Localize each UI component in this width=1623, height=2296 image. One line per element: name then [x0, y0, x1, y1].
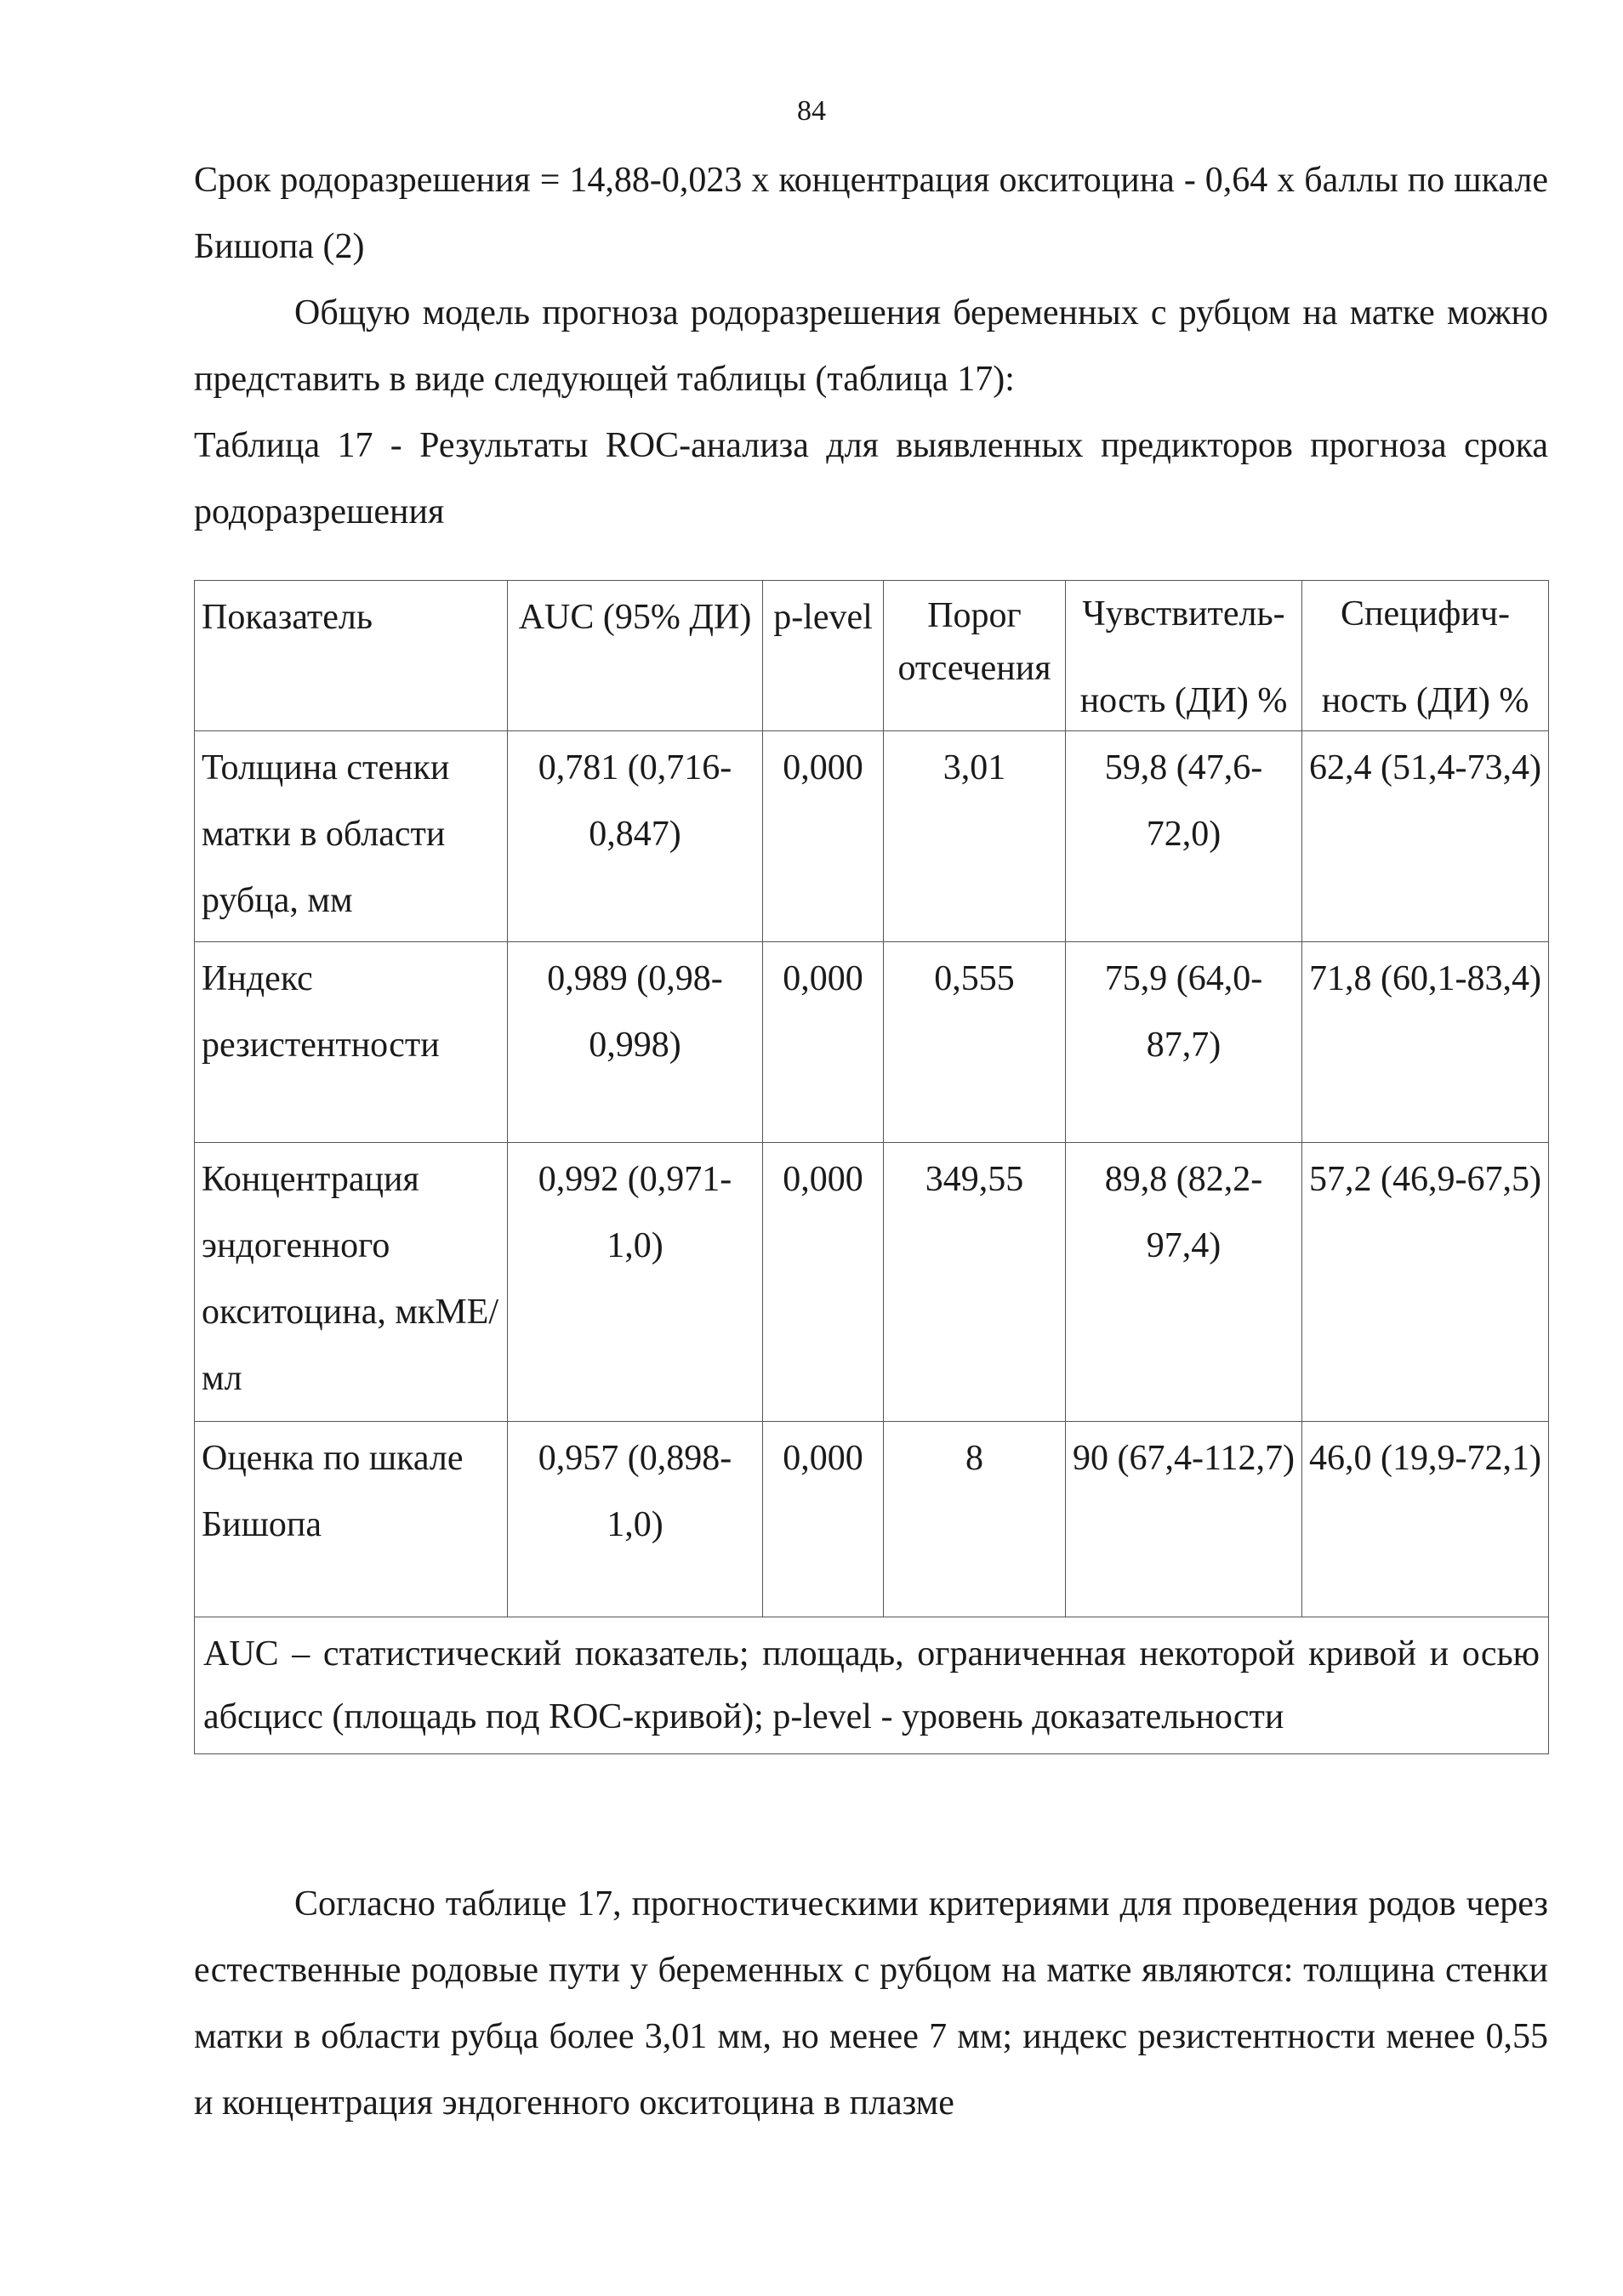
table-caption: Таблица 17 - Результаты ROC-анализа для выявленных предикторов прогноза срока родоразрешения [194, 426, 1548, 531]
table-row [195, 942, 1549, 1143]
cell-sensitivity: 59,8 (47,6-72,0) [1066, 731, 1302, 942]
header-specificity [1302, 581, 1549, 731]
table-row [195, 1143, 1549, 1422]
table-footnote: AUC – статистический показатель; площадь, ограниченная некоторой кривой и осью абсцисс (площадь под ROC-кривой); p-level - уровень доказательности [195, 1617, 1549, 1754]
page-number: 84 [797, 95, 826, 127]
table-row [195, 1422, 1549, 1617]
cell-indicator: Концентрация эндогенного окситоцина, мкМЕ/мл [195, 1143, 508, 1422]
cell-sensitivity: 89,8 (82,2-97,4) [1066, 1143, 1302, 1422]
cell-indicator: Индекс резистентности [195, 942, 508, 1143]
cell-specificity: 62,4 (51,4-73,4) [1302, 731, 1549, 942]
cell-indicator: Толщина стенки матки в области рубца, мм [195, 731, 508, 942]
table-row [195, 731, 1549, 942]
table-footnote-row [195, 1617, 1549, 1754]
header-specificity-line1: Специфич- [1341, 594, 1510, 634]
cell-plevel: 0,000 [763, 1143, 884, 1422]
conclusion-paragraph: Согласно таблице 17, прогностическими критериями для проведения родов через естественные родовые пути у беременных с рубцом на матке являются: толщина стенки матки в области рубца более 3,01 мм, но менее 7 мм; индекс резистентности менее 0,55 и концентрация эндогенного окситоцина в плазме [194, 1884, 1548, 2123]
model-paragraph: Общую модель прогноза родоразрешения беременных с рубцом на матке можно представить в виде следующей таблицы (таблица 17): [194, 293, 1548, 399]
cell-specificity: 71,8 (60,1-83,4) [1302, 942, 1549, 1143]
cell-specificity: 57,2 (46,9-67,5) [1302, 1143, 1549, 1422]
cell-auc: 0,781 (0,716-0,847) [508, 731, 763, 942]
header-sensitivity-line1: Чувствитель- [1082, 594, 1285, 634]
cell-auc: 0,957 (0,898-1,0) [508, 1422, 763, 1617]
roc-table-container [194, 580, 1548, 1754]
cell-threshold: 0,555 [884, 942, 1066, 1143]
cell-threshold: 349,55 [884, 1143, 1066, 1422]
cell-plevel: 0,000 [763, 731, 884, 942]
formula-paragraph: Срок родоразрешения = 14,88-0,023 х концентрация окситоцина - 0,64 х баллы по шкале Бишопа (2) [194, 161, 1548, 266]
table-header-row [195, 581, 1549, 731]
roc-table [194, 580, 1549, 1754]
cell-plevel: 0,000 [763, 1422, 884, 1617]
cell-auc: 0,992 (0,971-1,0) [508, 1143, 763, 1422]
cell-indicator: Оценка по шкале Бишопа [195, 1422, 508, 1617]
cell-sensitivity: 90 (67,4-112,7) [1066, 1422, 1302, 1617]
header-threshold: Порог отсечения [884, 581, 1066, 731]
header-auc: AUC (95% ДИ) [508, 581, 763, 731]
cell-specificity: 46,0 (19,9-72,1) [1302, 1422, 1549, 1617]
conclusion-section [194, 1871, 1548, 2136]
header-plevel: p-level [763, 581, 884, 731]
cell-plevel: 0,000 [763, 942, 884, 1143]
header-indicator: Показатель [195, 581, 508, 731]
header-sensitivity [1066, 581, 1302, 731]
header-specificity-line2: ность (ДИ) % [1321, 681, 1529, 720]
intro-section [194, 147, 1548, 545]
header-sensitivity-line2: ность (ДИ) % [1079, 681, 1288, 720]
cell-sensitivity: 75,9 (64,0-87,7) [1066, 942, 1302, 1143]
cell-threshold: 3,01 [884, 731, 1066, 942]
cell-auc: 0,989 (0,98-0,998) [508, 942, 763, 1143]
cell-threshold: 8 [884, 1422, 1066, 1617]
